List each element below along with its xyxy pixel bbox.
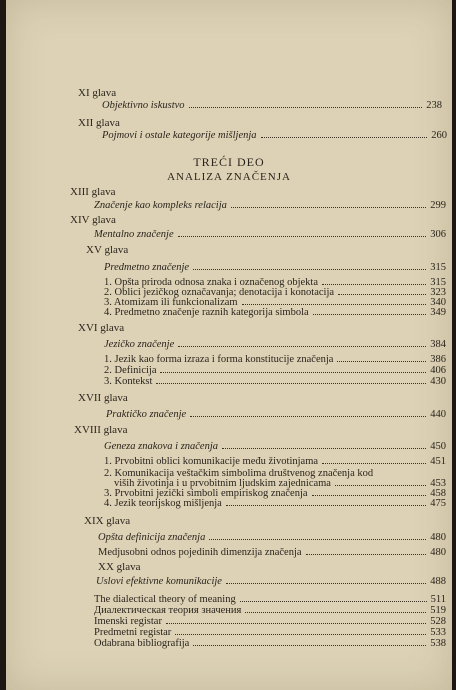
page-number: 406 [430, 365, 446, 376]
page-number: 299 [430, 200, 446, 211]
page-number: 440 [430, 409, 446, 420]
chapter-title: Praktičko značenje [106, 409, 187, 420]
page-number: 458 [430, 488, 446, 499]
dot-leader [312, 495, 427, 496]
page-number: 480 [430, 532, 446, 543]
subsection-entry [104, 306, 446, 319]
part-title: ANALIZA ZNAČENJA [167, 171, 291, 183]
chapter-entry [102, 99, 442, 112]
back-matter-entry [94, 637, 446, 650]
dot-leader [193, 645, 426, 646]
back-matter-title: Odabrana bibliografija [94, 638, 190, 649]
subsection-title: 1. Jezik kao forma izraza i forma konstitucije značenja [104, 354, 334, 365]
chapter-title: Opšta definicija značenja [98, 532, 206, 543]
dot-leader [193, 269, 426, 270]
page-number: 386 [430, 354, 446, 365]
page-number: 315 [430, 262, 446, 273]
page-number: 453 [430, 478, 446, 489]
chapter-label: XX glava [98, 561, 141, 573]
subsection-title: 2. Definicija [104, 365, 157, 376]
subsection-title: 3. Prvobitni jezički simboli empiriskog značenja [104, 488, 308, 499]
chapter-label: XV glava [86, 244, 129, 256]
back-matter-title: Imenski registar [94, 616, 162, 627]
page-number: 238 [426, 100, 442, 111]
page-number: 511 [430, 594, 446, 605]
chapter-entry [94, 199, 446, 212]
page-number: 533 [430, 627, 446, 638]
chapter-title: Značenje kao kompleks relacija [94, 200, 227, 211]
dot-leader [240, 601, 427, 602]
subsection-entry [98, 546, 446, 559]
part-heading: TREĆI DEO [193, 155, 265, 169]
back-matter-title: Predmetni registar [94, 627, 172, 638]
dot-leader [231, 207, 426, 208]
chapter-entry [106, 408, 446, 421]
chapter-entry [104, 338, 446, 351]
dot-leader [226, 583, 426, 584]
chapter-label: XI glava [78, 87, 117, 99]
chapter-label: XVIII glava [74, 424, 128, 436]
dot-leader [175, 634, 426, 635]
chapter-title: Predmetno značenje [104, 262, 190, 273]
dot-leader [178, 346, 426, 347]
subsection-entry [104, 375, 446, 388]
dot-leader [242, 304, 427, 305]
chapter-title: Objektivno iskustvo [102, 100, 185, 111]
subsection-title: 2. Oblici jezičkog označavanja; denotacija i konotacija [104, 287, 335, 298]
chapter-title: Uslovi efektivne komunikacije [96, 576, 222, 587]
subsection-title: Medjusobni odnos pojedinih dimenzija značenja [98, 547, 302, 558]
table-of-contents [6, 0, 452, 690]
page-number: 384 [430, 339, 446, 350]
chapter-label: XVII glava [78, 392, 128, 404]
chapter-label: XIX glava [84, 515, 131, 527]
chapter-title: Jezičko značenje [104, 339, 175, 350]
page-number: 451 [430, 456, 446, 467]
dot-leader [166, 623, 426, 624]
subsection-title: 4. Jezik teorijskog mišljenja [104, 498, 222, 509]
subsection-title: 4. Predmetno značenje raznih kategorija simbola [104, 307, 309, 318]
page-number: 315 [430, 277, 446, 288]
subsection-title: 3. Kontekst [104, 376, 153, 387]
page-number: 340 [430, 297, 446, 308]
chapter-entry [104, 261, 446, 274]
dot-leader [226, 505, 426, 506]
dot-leader [190, 416, 426, 417]
chapter-label: XIV glava [70, 214, 116, 226]
dot-leader [160, 372, 426, 373]
chapter-entry [94, 228, 446, 241]
chapter-entry [98, 531, 446, 544]
dot-leader [338, 294, 426, 295]
dot-leader [189, 107, 423, 108]
chapter-label: XVI glava [78, 322, 125, 334]
page-number: 306 [430, 229, 446, 240]
chapter-title: Pojmovi i ostale kategorije mišljenja [102, 130, 257, 141]
back-matter-title: The dialectical theory of meaning [94, 594, 236, 605]
dot-leader [178, 236, 427, 237]
dot-leader [261, 137, 428, 138]
page-number: 260 [431, 130, 447, 141]
page-number: 323 [430, 287, 446, 298]
page-number: 430 [430, 376, 446, 387]
dot-leader [322, 463, 426, 464]
page-number: 450 [430, 441, 446, 452]
dot-leader [313, 314, 427, 315]
subsection-title: 2. Komunikacija veštačkim simbolima društvenog značenja kod [104, 468, 374, 479]
page-number: 519 [430, 605, 446, 616]
chapter-entry [96, 575, 446, 588]
subsection-title-continued: viših životinja i u prvobitnim ljudskim zajednicama [114, 478, 331, 489]
dot-leader [322, 284, 426, 285]
page-number: 488 [430, 576, 446, 587]
chapter-label: XII glava [78, 117, 120, 129]
page-number: 528 [430, 616, 446, 627]
dot-leader [306, 554, 427, 555]
back-matter-title: Диалектическая теория значения [94, 605, 242, 616]
chapter-entry [102, 129, 447, 142]
page-number: 538 [430, 638, 446, 649]
chapter-title: Geneza znakova i značenja [104, 441, 219, 452]
subsection-title: 3. Atomizam ili funkcionalizam [104, 297, 238, 308]
chapter-label: XIII glava [70, 186, 116, 198]
chapter-entry [104, 440, 446, 453]
dot-leader [245, 612, 426, 613]
chapter-title: Mentalno značenje [94, 229, 174, 240]
page-number: 475 [430, 498, 446, 509]
dot-leader [209, 539, 426, 540]
page-number: 349 [430, 307, 446, 318]
dot-leader [337, 361, 426, 362]
dot-leader [222, 448, 426, 449]
subsection-title: 1. Prvobitni oblici komunikacije među životinjama [104, 456, 319, 467]
subsection-entry [104, 497, 446, 510]
dot-leader [156, 383, 426, 384]
subsection-title: 1. Opšta priroda odnosa znaka i označenog objekta [104, 277, 319, 288]
page-number: 480 [430, 547, 446, 558]
dot-leader [335, 485, 426, 486]
book-page [6, 0, 452, 690]
